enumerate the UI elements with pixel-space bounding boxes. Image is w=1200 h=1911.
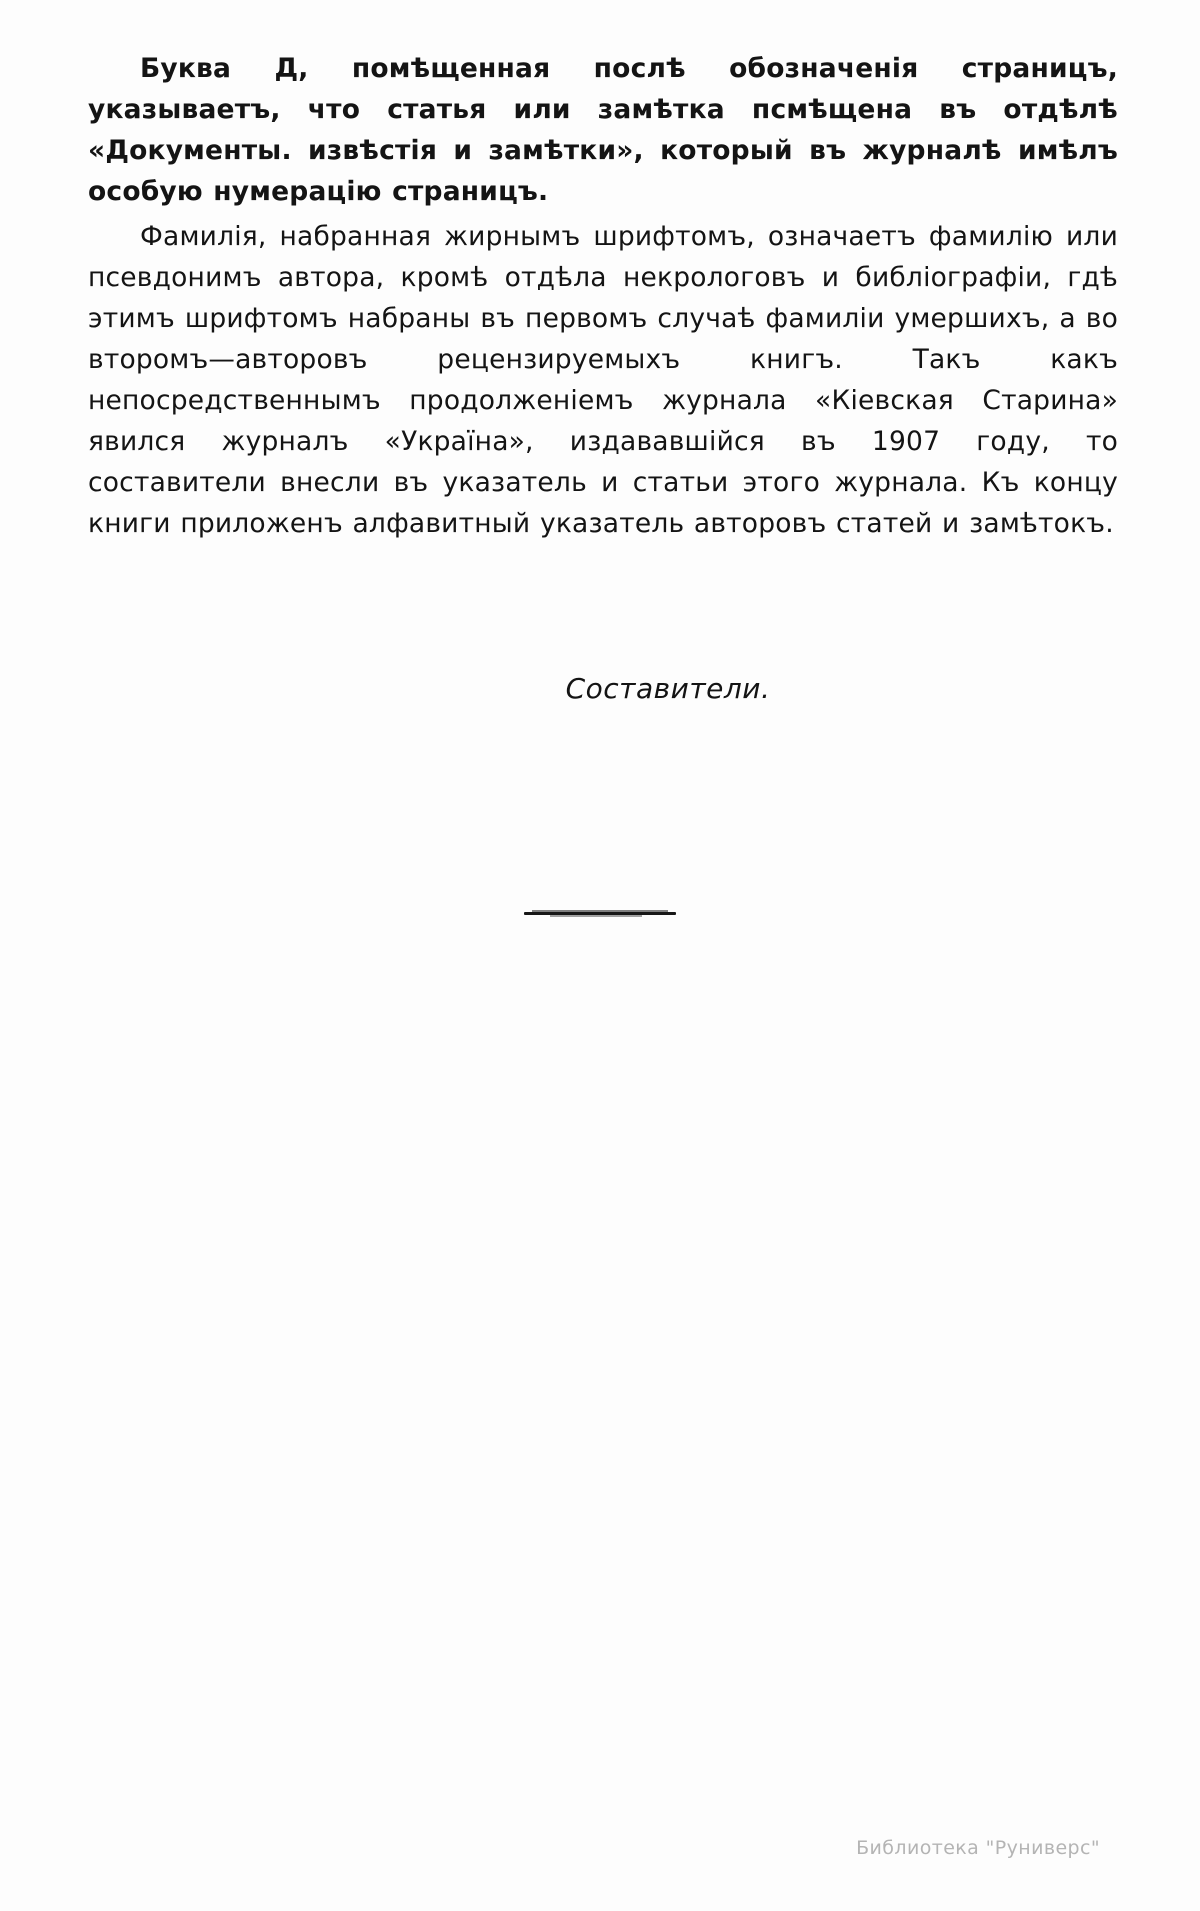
signature-line: Составители.: [565, 672, 771, 705]
horizontal-rule-ornament: [524, 912, 676, 915]
library-watermark: Библиотека "Руниверс": [856, 1837, 1100, 1859]
section-divider: [0, 900, 1200, 919]
paragraph-note-letter-d: [88, 48, 1118, 212]
paragraph-note-bold-surname: [88, 216, 1118, 544]
paragraph-text: Фамилія, набранная жирнымъ шрифтомъ, означаетъ фамилію или псевдонимъ автора, кромѣ отдѣла некрологовъ и библіографіи, гдѣ этимъ шрифтомъ набраны въ первомъ случаѣ фамиліи умершихъ, а во второмъ—авторовъ рецензируемыхъ книгъ. Такъ какъ непосредственнымъ продолженіемъ журнала «Кіевская Старина» явился журналъ «Україна», издававшійся въ 1907 году, то составители внесли въ указатель и статьи этого журнала. Къ концу книги приложенъ алфавитный указатель авторовъ статей и замѣтокъ.: [88, 221, 1118, 539]
paragraph-text: Буква Д, помѣщенная послѣ обозначенія страницъ, указываетъ, что статья или замѣтка псмѣщена въ отдѣлѣ «Документы. извѣстія и замѣтки», который въ журналѣ имѣлъ особую нумерацію страницъ.: [88, 53, 1118, 207]
body-text: [88, 48, 1118, 548]
